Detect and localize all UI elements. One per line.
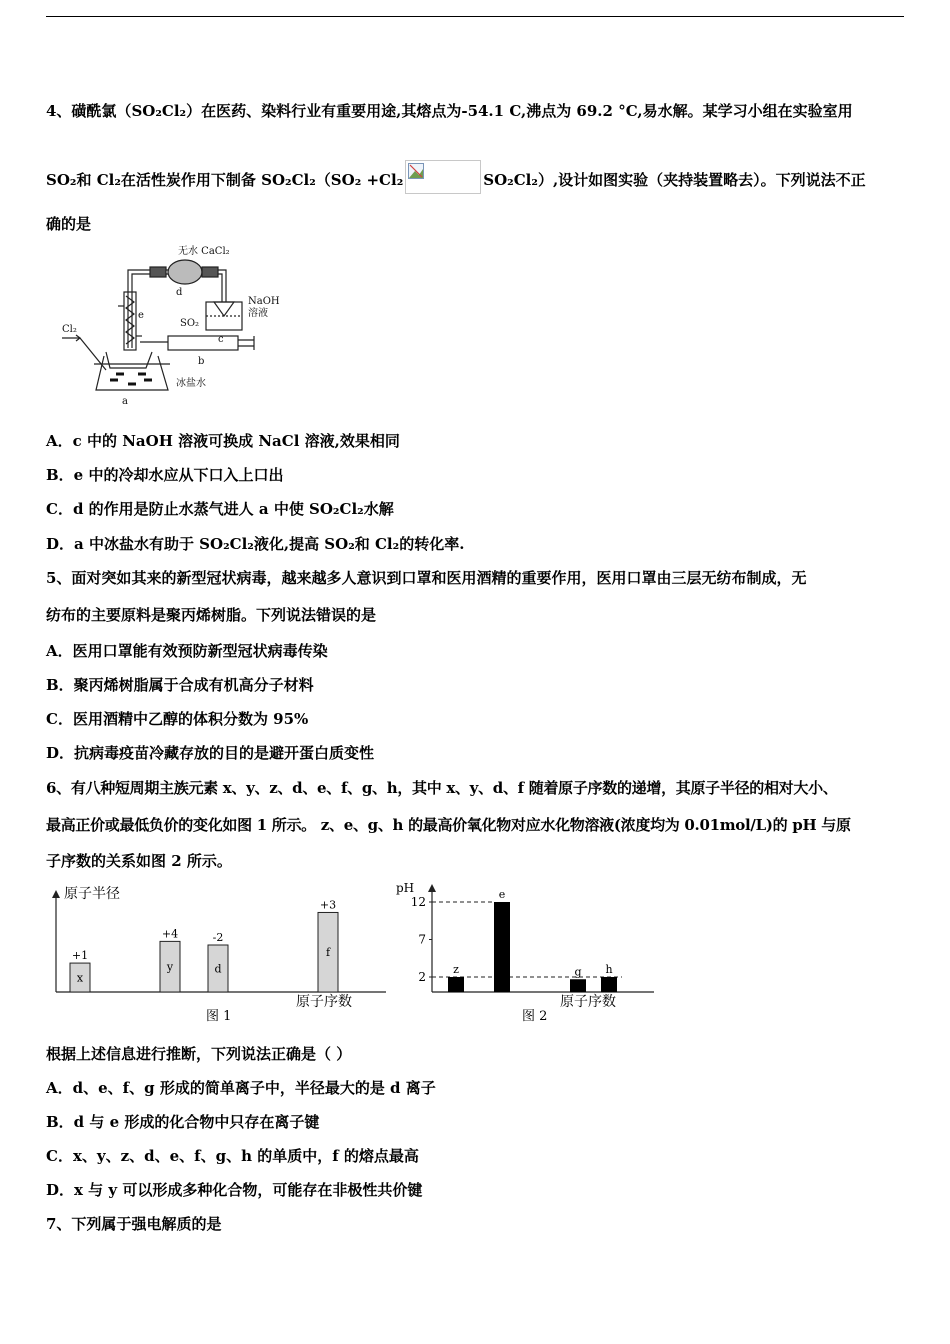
q5-line1: 5、面对突如其来的新型冠状病毒，越来越多人意识到口罩和医用酒精的重要作用，医用口罩由三层无纺布制成，无 — [46, 569, 807, 587]
label-cl2: Cl₂ — [62, 324, 77, 335]
label-so2: SO₂ — [180, 318, 200, 329]
fig1-xlabel: 原子序数 — [296, 994, 352, 1010]
figure-1-chart — [46, 880, 396, 1030]
q4-line1: 4、磺酰氯（SO₂Cl₂）在医药、染料行业有重要用途,其熔点为-54.1 C,沸点为 69.2 °C,易水解。某学习小组在实验室用 — [46, 102, 853, 120]
label-cacl2: 无水 CaCl₂ — [178, 246, 230, 257]
top-rule — [46, 16, 904, 17]
fig1-bar-label-d: d — [214, 962, 222, 976]
experiment-apparatus-diagram — [58, 240, 288, 408]
fig2-bar-label-e: e — [498, 888, 506, 901]
broken-image-icon — [405, 160, 481, 194]
fig2-y-arrow — [428, 884, 436, 892]
label-naoh: NaOH — [248, 296, 280, 307]
fig2-xlabel: 原子序数 — [560, 994, 616, 1010]
q4-option-d: D．a 中冰盐水有助于 SO₂Cl₂液化,提高 SO₂和 Cl₂的转化率. — [46, 535, 465, 553]
fig1-valence-y: +4 — [161, 927, 179, 941]
q6-line3: 子序数的关系如图 2 所示。 — [46, 852, 232, 870]
q6-option-c: C．x、y、z、d、e、f、g、h 的单质中，f 的熔点最高 — [46, 1147, 419, 1165]
q4-option-c: C．d 的作用是防止水蒸气进人 a 中使 SO₂Cl₂水解 — [46, 500, 394, 518]
label-d: d — [176, 287, 183, 298]
q4-line2 — [46, 164, 906, 198]
q5-option-a: A．医用口罩能有效预防新型冠状病毒传染 — [46, 642, 328, 660]
fig2-bar-g — [570, 979, 586, 992]
q5-line2: 纺布的主要原料是聚丙烯树脂。下列说法错误的是 — [46, 606, 377, 624]
label-a: a — [122, 396, 128, 407]
q4-option-a: A．c 中的 NaOH 溶液可换成 NaCl 溶液,效果相同 — [46, 432, 400, 450]
fig1-valence-f: +3 — [319, 898, 337, 912]
fig1-y-arrow — [52, 890, 60, 898]
label-solution: 溶液 — [248, 308, 268, 319]
q6-option-a: A．d、e、f、g 形成的简单离子中，半径最大的是 d 离子 — [46, 1079, 436, 1097]
fig2-ylabel: pH — [396, 881, 415, 895]
label-c: c — [218, 334, 224, 345]
q6-lead: 根据上述信息进行推断，下列说法正确是（ ） — [46, 1045, 352, 1063]
fig2-bar-z — [448, 977, 464, 992]
fig1-valence-x: +1 — [71, 949, 89, 963]
q6-line1: 6、有八种短周期主族元素 x、y、z、d、e、f、g、h，其中 x、y、d、f 随着原子序数的递增，其原子半径的相对大小、 — [46, 779, 838, 797]
q6-option-b: B．d 与 e 形成的化合物中只存在离子键 — [46, 1113, 320, 1131]
q4-line3: 确的是 — [46, 215, 92, 233]
fig2-bar-label-h: h — [605, 963, 613, 976]
fig2-ytick-label-12: 12 — [410, 895, 426, 909]
fig2-bar-label-z: z — [453, 963, 459, 976]
label-e: e — [138, 310, 144, 321]
fig1-ylabel: 原子半径 — [64, 886, 120, 902]
fig1-bar-label-x: x — [76, 971, 84, 985]
figure-2-chart — [392, 880, 662, 1030]
fig2-ytick-label-7: 7 — [418, 932, 426, 947]
fig1-bar-label-f: f — [325, 946, 331, 960]
label-b: b — [198, 356, 205, 367]
q4-line2-suffix: SO₂Cl₂）,设计如图实验（夹持装置略去）。下列说法不正 — [483, 171, 866, 189]
fig2-ytick-label-2: 2 — [418, 970, 426, 984]
q6-option-d: D．x 与 y 可以形成多种化合物，可能存在非极性共价键 — [46, 1181, 423, 1199]
fig1-bar-label-y: y — [166, 960, 174, 974]
label-ice-brine: 冰盐水 — [176, 378, 206, 389]
q5-option-c: C．医用酒精中乙醇的体积分数为 95% — [46, 710, 309, 728]
q5-option-d: D．抗病毒疫苗冷藏存放的目的是避开蛋白质变性 — [46, 744, 375, 762]
fig2-title: 图 2 — [522, 1009, 548, 1024]
q4-line2-prefix: SO₂和 Cl₂在活性炭作用下制备 SO₂Cl₂（SO₂ +Cl₂ — [46, 171, 404, 189]
q5-option-b: B．聚丙烯树脂属于合成有机高分子材料 — [46, 676, 314, 694]
fig1-valence-d: -2 — [212, 931, 224, 944]
fig2-bar-h — [601, 977, 617, 992]
q7-line1: 7、下列属于强电解质的是 — [46, 1215, 222, 1233]
q4-option-b: B．e 中的冷却水应从下口入上口出 — [46, 466, 284, 484]
fig2-bar-label-g: g — [574, 965, 582, 979]
fig1-title: 图 1 — [206, 1009, 232, 1024]
q6-line2: 最高正价或最低负价的变化如图 1 所示。 z、e、g、h 的最高价氧化物对应水化物溶液(浓度均为 0.01mol/L)的 pH 与原 — [46, 816, 851, 834]
fig2-bar-e — [494, 902, 510, 992]
